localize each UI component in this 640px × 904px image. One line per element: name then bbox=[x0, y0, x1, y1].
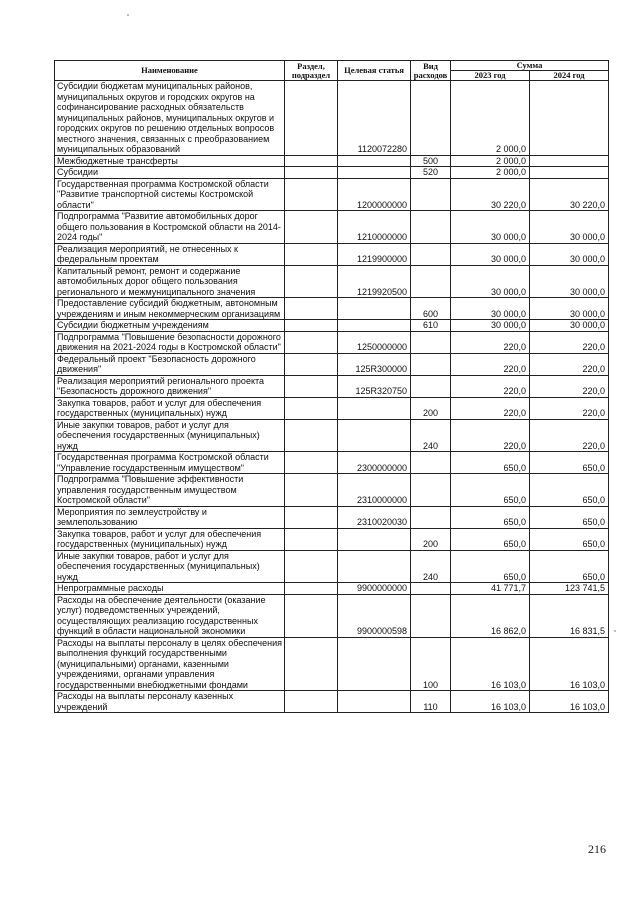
row-sum-2024: 650,0 bbox=[530, 528, 609, 550]
row-expense-kind bbox=[411, 506, 451, 528]
row-name: Непрограммные расходы bbox=[55, 583, 285, 595]
row-name: Предоставление субсидий бюджетным, автономным учреждениям и иным некоммерческим организациям bbox=[55, 298, 285, 320]
row-expense-kind bbox=[411, 178, 451, 211]
row-sum-2024: 16 103,0 bbox=[530, 637, 609, 691]
row-target-code: 9900000000 bbox=[338, 583, 411, 595]
row-sum-2023: 30 000,0 bbox=[451, 211, 530, 244]
row-section bbox=[285, 637, 338, 691]
row-name: Реализация мероприятий, не отнесенных к федеральным проектам bbox=[55, 243, 285, 265]
row-name: Подпрограмма "Развитие автомобильных дорог общего пользования в Костромской области на 2014-2024 годы" bbox=[55, 211, 285, 244]
row-sum-2024: 220,0 bbox=[530, 353, 609, 375]
row-section bbox=[285, 528, 338, 550]
row-target-code: 1250000000 bbox=[338, 331, 411, 353]
row-sum-2024 bbox=[530, 81, 609, 156]
header-2023: 2023 год bbox=[451, 71, 530, 81]
row-sum-2023: 650,0 bbox=[451, 550, 530, 583]
row-name: Субсидии бюджетам муниципальных районов, муниципальных округов и городских округов на софинансирование расходных обязательств муниципальных районов, муниципальных округов и городских округов по решению отдельных вопросов местного значения, связанных с преобразованием муниципальных образований bbox=[55, 81, 285, 156]
row-section bbox=[285, 452, 338, 474]
row-expense-kind: 240 bbox=[411, 550, 451, 583]
row-expense-kind: 200 bbox=[411, 528, 451, 550]
table-row bbox=[55, 452, 609, 474]
row-sum-2023: 30 000,0 bbox=[451, 320, 530, 332]
row-target-code bbox=[338, 298, 411, 320]
row-target-code bbox=[338, 528, 411, 550]
row-target-code bbox=[338, 637, 411, 691]
row-section bbox=[285, 81, 338, 156]
row-sum-2023: 650,0 bbox=[451, 506, 530, 528]
row-expense-kind bbox=[411, 583, 451, 595]
row-section bbox=[285, 474, 338, 507]
table-row bbox=[55, 550, 609, 583]
row-sum-2023: 220,0 bbox=[451, 375, 530, 397]
row-sum-2024: 30 000,0 bbox=[530, 265, 609, 298]
row-expense-kind bbox=[411, 594, 451, 637]
table-row bbox=[55, 211, 609, 244]
header-section: Раздел, подраздел bbox=[285, 61, 338, 81]
row-expense-kind bbox=[411, 474, 451, 507]
row-sum-2023: 30 220,0 bbox=[451, 178, 530, 211]
row-expense-kind bbox=[411, 211, 451, 244]
row-section bbox=[285, 397, 338, 419]
row-target-code: 9900000598 bbox=[338, 594, 411, 637]
row-expense-kind: 610 bbox=[411, 320, 451, 332]
row-sum-2023: 30 000,0 bbox=[451, 298, 530, 320]
table-row bbox=[55, 474, 609, 507]
table-row bbox=[55, 155, 609, 167]
row-sum-2024: 650,0 bbox=[530, 550, 609, 583]
row-target-code: 1200000000 bbox=[338, 178, 411, 211]
row-section bbox=[285, 320, 338, 332]
row-expense-kind: 520 bbox=[411, 167, 451, 179]
row-name: Закупка товаров, работ и услуг для обеспечения государственных (муниципальных) нужд bbox=[55, 397, 285, 419]
row-expense-kind: 600 bbox=[411, 298, 451, 320]
row-sum-2024: 220,0 bbox=[530, 419, 609, 452]
header-name: Наименование bbox=[55, 61, 285, 81]
row-section bbox=[285, 167, 338, 179]
row-sum-2024: 650,0 bbox=[530, 474, 609, 507]
row-target-code bbox=[338, 155, 411, 167]
row-sum-2024: 220,0 bbox=[530, 331, 609, 353]
table-row bbox=[55, 298, 609, 320]
row-name: Подпрограмма "Повышение эффективности управления государственным имуществом Костромской области" bbox=[55, 474, 285, 507]
row-expense-kind: 500 bbox=[411, 155, 451, 167]
table-row bbox=[55, 353, 609, 375]
row-section bbox=[285, 594, 338, 637]
row-sum-2023: 16 103,0 bbox=[451, 637, 530, 691]
row-sum-2024: 220,0 bbox=[530, 397, 609, 419]
header-target: Целевая статья bbox=[338, 61, 411, 81]
row-sum-2023: 220,0 bbox=[451, 353, 530, 375]
row-target-code: 125R320750 bbox=[338, 375, 411, 397]
row-sum-2024: 30 220,0 bbox=[530, 178, 609, 211]
table-row bbox=[55, 320, 609, 332]
row-sum-2023: 650,0 bbox=[451, 474, 530, 507]
table-row bbox=[55, 81, 609, 156]
row-section bbox=[285, 550, 338, 583]
row-sum-2023: 2 000,0 bbox=[451, 167, 530, 179]
row-expense-kind bbox=[411, 265, 451, 298]
row-expense-kind bbox=[411, 331, 451, 353]
header-2024: 2024 год bbox=[530, 71, 609, 81]
row-section bbox=[285, 583, 338, 595]
row-expense-kind bbox=[411, 81, 451, 156]
row-expense-kind: 100 bbox=[411, 637, 451, 691]
row-section bbox=[285, 506, 338, 528]
table-row bbox=[55, 637, 609, 691]
row-sum-2023: 650,0 bbox=[451, 452, 530, 474]
row-sum-2024: 30 000,0 bbox=[530, 211, 609, 244]
table-row bbox=[55, 594, 609, 637]
scan-speck bbox=[614, 630, 616, 632]
row-sum-2024: 650,0 bbox=[530, 452, 609, 474]
row-section bbox=[285, 331, 338, 353]
table-row bbox=[55, 375, 609, 397]
row-sum-2023: 30 000,0 bbox=[451, 243, 530, 265]
budget-table-sheet bbox=[54, 60, 608, 713]
row-sum-2023: 220,0 bbox=[451, 331, 530, 353]
row-name: Мероприятия по землеустройству и землепользованию bbox=[55, 506, 285, 528]
row-section bbox=[285, 375, 338, 397]
row-sum-2024 bbox=[530, 167, 609, 179]
row-target-code: 1219920500 bbox=[338, 265, 411, 298]
table-row bbox=[55, 419, 609, 452]
row-sum-2023: 220,0 bbox=[451, 397, 530, 419]
row-sum-2023: 16 103,0 bbox=[451, 691, 530, 713]
row-name: Иные закупки товаров, работ и услуг для обеспечения государственных (муниципальных) нужд bbox=[55, 419, 285, 452]
table-body bbox=[55, 81, 609, 713]
row-section bbox=[285, 211, 338, 244]
row-target-code bbox=[338, 320, 411, 332]
row-name: Расходы на выплаты персоналу в целях обеспечения выполнения функций государственными (муниципальными) органами, казенными учреждениями, органами управления государственными внебюджетными фондами bbox=[55, 637, 285, 691]
row-name: Капитальный ремонт, ремонт и содержание автомобильных дорог общего пользования регионального и межмуниципального значения bbox=[55, 265, 285, 298]
row-sum-2024: 30 000,0 bbox=[530, 320, 609, 332]
table-row bbox=[55, 167, 609, 179]
table-row bbox=[55, 331, 609, 353]
row-expense-kind: 110 bbox=[411, 691, 451, 713]
row-sum-2024: 16 103,0 bbox=[530, 691, 609, 713]
row-name: Расходы на выплаты персоналу казенных учреждений bbox=[55, 691, 285, 713]
row-section bbox=[285, 265, 338, 298]
table-row bbox=[55, 243, 609, 265]
row-sum-2024: 220,0 bbox=[530, 375, 609, 397]
row-target-code bbox=[338, 167, 411, 179]
row-expense-kind bbox=[411, 243, 451, 265]
row-target-code: 125R300000 bbox=[338, 353, 411, 375]
row-target-code bbox=[338, 691, 411, 713]
row-expense-kind bbox=[411, 353, 451, 375]
row-sum-2023: 650,0 bbox=[451, 528, 530, 550]
table-row bbox=[55, 691, 609, 713]
row-sum-2023: 30 000,0 bbox=[451, 265, 530, 298]
row-section bbox=[285, 353, 338, 375]
row-name: Государственная программа Костромской области "Развитие транспортной системы Костромской области" bbox=[55, 178, 285, 211]
row-name: Реализация мероприятий регионального проекта "Безопасность дорожного движения" bbox=[55, 375, 285, 397]
row-section bbox=[285, 691, 338, 713]
table-row bbox=[55, 178, 609, 211]
row-sum-2024: 650,0 bbox=[530, 506, 609, 528]
row-target-code: 1120072280 bbox=[338, 81, 411, 156]
row-target-code: 2310000000 bbox=[338, 474, 411, 507]
row-sum-2024: 123 741,5 bbox=[530, 583, 609, 595]
row-sum-2024: 30 000,0 bbox=[530, 243, 609, 265]
row-sum-2024: 16 831,5 bbox=[530, 594, 609, 637]
row-target-code: 1219900000 bbox=[338, 243, 411, 265]
row-sum-2023: 2 000,0 bbox=[451, 81, 530, 156]
row-name: Закупка товаров, работ и услуг для обеспечения государственных (муниципальных) нужд bbox=[55, 528, 285, 550]
row-expense-kind bbox=[411, 375, 451, 397]
row-name: Субсидии bbox=[55, 167, 285, 179]
row-sum-2024 bbox=[530, 155, 609, 167]
table-row bbox=[55, 506, 609, 528]
row-target-code bbox=[338, 397, 411, 419]
row-expense-kind bbox=[411, 452, 451, 474]
table-row bbox=[55, 583, 609, 595]
header-kind: Вид расходов bbox=[411, 61, 451, 81]
row-sum-2023: 16 862,0 bbox=[451, 594, 530, 637]
row-sum-2023: 41 771,7 bbox=[451, 583, 530, 595]
row-name: Федеральный проект "Безопасность дорожного движения" bbox=[55, 353, 285, 375]
row-target-code bbox=[338, 550, 411, 583]
row-target-code bbox=[338, 419, 411, 452]
row-section bbox=[285, 243, 338, 265]
page-number: 216 bbox=[588, 842, 606, 856]
row-target-code: 2310020030 bbox=[338, 506, 411, 528]
row-section bbox=[285, 178, 338, 211]
row-target-code: 2300000000 bbox=[338, 452, 411, 474]
row-name: Расходы на обеспечение деятельности (оказание услуг) подведомственных учреждений, осуществляющих реализацию государственных функций в области национальной экономики bbox=[55, 594, 285, 637]
row-section bbox=[285, 298, 338, 320]
row-name: Межбюджетные трансферты bbox=[55, 155, 285, 167]
row-section bbox=[285, 155, 338, 167]
row-expense-kind: 240 bbox=[411, 419, 451, 452]
row-name: Иные закупки товаров, работ и услуг для обеспечения государственных (муниципальных) нужд bbox=[55, 550, 285, 583]
row-name: Государственная программа Костромской области "Управление государственным имуществом" bbox=[55, 452, 285, 474]
row-sum-2023: 2 000,0 bbox=[451, 155, 530, 167]
row-sum-2024: 30 000,0 bbox=[530, 298, 609, 320]
row-sum-2023: 220,0 bbox=[451, 419, 530, 452]
row-name: Субсидии бюджетным учреждениям bbox=[55, 320, 285, 332]
table-row bbox=[55, 528, 609, 550]
budget-table bbox=[54, 60, 609, 713]
scan-speck bbox=[127, 14, 129, 16]
row-section bbox=[285, 419, 338, 452]
header-sum: Сумма bbox=[451, 61, 609, 71]
row-name: Подпрограмма "Повышение безопасности дорожного движения на 2021-2024 годы в Костромской области" bbox=[55, 331, 285, 353]
row-target-code: 1210000000 bbox=[338, 211, 411, 244]
table-row bbox=[55, 397, 609, 419]
row-expense-kind: 200 bbox=[411, 397, 451, 419]
table-row bbox=[55, 265, 609, 298]
